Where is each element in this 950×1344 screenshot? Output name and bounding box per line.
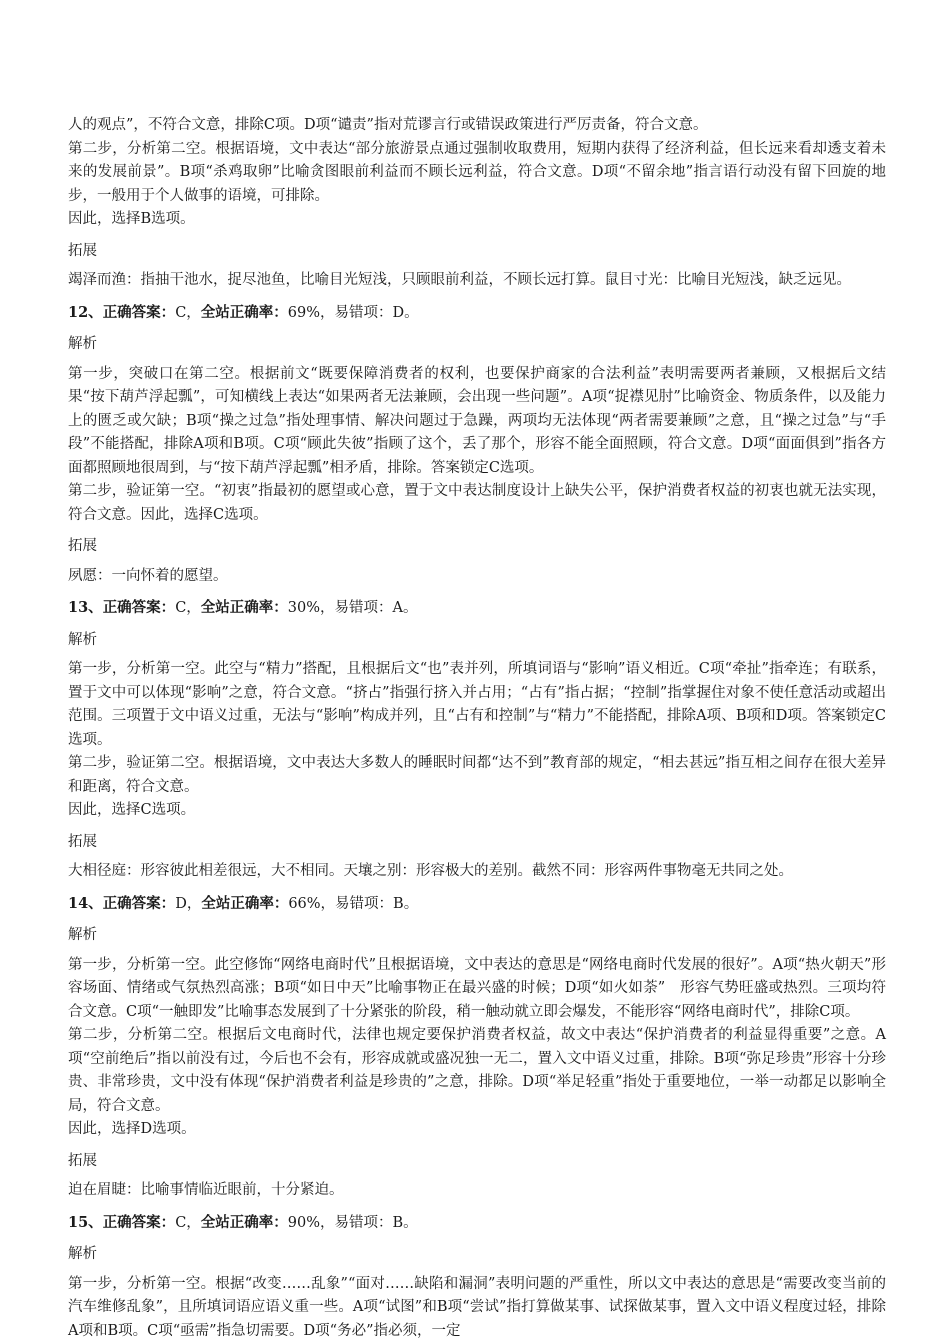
question-number: 15、 xyxy=(68,1213,103,1231)
answer-line-12 xyxy=(68,301,886,326)
analysis-label: 解析 xyxy=(68,336,97,352)
intro-paragraph: 人的观点”，不符合文意，排除C项。D项“谴责”指对荒谬言行或错误政策进行严厉责备，符合文意。 xyxy=(68,117,708,133)
analysis-paragraph: 第一步，突破口在第二空。根据前文“既要保障消费者的权利，也要保护商家的合法利益”表明需要两者兼顾，又根据后文结果“按下葫芦浮起瓢”，可知横线上表达“如果两者无法兼顾，会出现一些问题”。A项“捉襟见肘”比喻资金、物质条件，以及能力上的匮乏或欠缺；B项“操之过急”指处理事情、解决问题过于急躁，两项均无法体现“两者需要兼顾”之意，且“操之过急”与“手段”不能搭配，排除A项和B项。C项“顾此失彼”指顾了这个，丢了那个，形容不能全面照顾，符合文意。D项“面面俱到”指各方面都照顾地很周到，与“按下葫芦浮起瓢”相矛盾，排除。答案锁定C选项。 xyxy=(68,365,886,476)
answer-value: C， xyxy=(175,1214,201,1231)
rate-value: 69%，易错项：D。 xyxy=(287,304,419,321)
analysis-conclusion: 因此，选择D选项。 xyxy=(68,1121,196,1137)
analysis-conclusion: 因此，选择C选项。 xyxy=(68,802,196,818)
rate-label: 全站正确率： xyxy=(200,599,288,616)
rate-value: 30%，易错项：A。 xyxy=(287,600,418,616)
analysis-paragraph: 第一步，分析第一空。根据“改变……乱象”“面对……缺陷和漏洞”表明问题的严重性，所以文中表达的意思是“需要改变当前的汽车维修乱象”，且所填词语应语义重一些。A项“试图”和B项“尝试”指打算做某事、试探做某事，置入文中语义程度过轻，排除A项和B项。C项“亟需”指急切需要。D项“务必”指必须，一定 xyxy=(68,1275,886,1339)
extension-label: 拓展 xyxy=(68,242,97,259)
extension-label: 拓展 xyxy=(68,833,97,850)
analysis-paragraph: 第二步，验证第一空。“初衷”指最初的愿望或心意，置于文中表达制度设计上缺失公平，保护消费者权益的初衷也就无法实现，符合文意。因此，选择C选项。 xyxy=(68,483,886,523)
answer-line-14 xyxy=(68,892,886,917)
analysis-paragraph: 第一步，分析第一空。此空与“精力”搭配，且根据后文“也”表并列，所填词语与“影响”语义相近。C项“牵扯”指牵连；有联系，置于文中可以体现“影响”之意，符合文意。“挤占”指强行挤入并占用；“占有”指占据；“控制”指掌握住对象不使任意活动或超出范围。三项置于文中语义过重，无法与“影响”构成并列，且“占有和控制”与“精力”不能搭配，排除A项、B项和D项。答案锁定C选项。 xyxy=(68,661,886,748)
answer-label: 正确答案： xyxy=(102,599,176,616)
rate-label: 全站正确率： xyxy=(200,303,288,321)
analysis-label: 解析 xyxy=(68,1246,97,1262)
analysis-paragraph: 第一步，分析第一空。此空修饰“网络电商时代”且根据语境，文中表达的意思是“网络电商时代发展的很好”。A项“热火朝天”形容场面、情绪或气氛热烈高涨；B项“如日中天”比喻事物正在最兴盛的时候；D项“如火如荼” 形容气势旺盛或热烈。三项均符合文意。C项“一触即发”比喻事态发展到了十分紧张的阶段，稍一触动就立即会爆发，不能形容“网络电商时代”，排除C项。 xyxy=(68,956,886,1020)
intro-paragraph: 第二步，分析第二空。根据语境，文中表达“部分旅游景点通过强制收取费用，短期内获得了经济利益，但长远来看却透支着未来的发展前景”。B项“杀鸡取卵”比喻贪图眼前利益而不顾长远利益，符合文意。D项“不留余地”指言语行动没有留下回旋的地步，一般用于个人做事的语境，可排除。 xyxy=(68,140,886,204)
question-number: 13、 xyxy=(68,599,103,616)
extension-text: 夙愿：一向怀着的愿望。 xyxy=(68,567,228,584)
answer-value: C， xyxy=(175,304,201,321)
extension-text: 大相径庭：形容彼此相差很远，大不相同。天壤之别：形容极大的差别。截然不同：形容两件事物毫无共同之处。 xyxy=(68,863,793,879)
intro-conclusion: 因此，选择B选项。 xyxy=(68,211,195,227)
answer-line-15 xyxy=(68,1211,886,1236)
analysis-paragraph: 第二步，分析第二空。根据后文电商时代，法律也规定要保护消费者权益，故文中表达“保护消费者的利益显得重要”之意。A项“空前绝后”指以前没有过，今后也不会有，形容成就或盛况独一无二，置入文中语义过重，排除。B项“弥足珍贵”形容十分珍贵、非常珍贵，文中没有体现“保护消费者利益是珍贵的”之意，排除。D项“举足轻重”指处于重要地位，一举一动都足以影响全局，符合文意。 xyxy=(68,1027,886,1114)
rate-value: 90%，易错项：B。 xyxy=(287,1214,418,1231)
question-number: 14、 xyxy=(68,894,103,912)
rate-label: 全站正确率： xyxy=(201,894,289,912)
document-page xyxy=(68,114,886,1343)
answer-line-13 xyxy=(68,596,886,621)
analysis-label: 解析 xyxy=(68,927,97,943)
answer-label: 正确答案： xyxy=(102,1213,176,1231)
rate-value: 66%，易错项：B。 xyxy=(288,895,419,912)
rate-label: 全站正确率： xyxy=(200,1213,288,1231)
extension-text: 竭泽而渔：指抽干池水，捉尽池鱼，比喻目光短浅，只顾眼前利益，不顾长远打算。鼠目寸光：比喻目光短浅，缺乏远见。 xyxy=(68,272,851,288)
analysis-label: 解析 xyxy=(68,631,97,648)
answer-value: D， xyxy=(175,895,202,912)
extension-label: 拓展 xyxy=(68,1152,97,1169)
answer-label: 正确答案： xyxy=(102,303,176,321)
answer-label: 正确答案： xyxy=(102,894,176,912)
analysis-paragraph: 第二步，验证第二空。根据语境，文中表达大多数人的睡眠时间都“达不到”教育部的规定，“相去甚远”指互相之间存在很大差异和距离，符合文意。 xyxy=(68,755,886,795)
question-number: 12、 xyxy=(68,303,103,321)
extension-text: 迫在眉睫：比喻事情临近眼前，十分紧迫。 xyxy=(68,1182,344,1198)
extension-label: 拓展 xyxy=(68,538,97,554)
answer-value: C， xyxy=(175,600,201,616)
